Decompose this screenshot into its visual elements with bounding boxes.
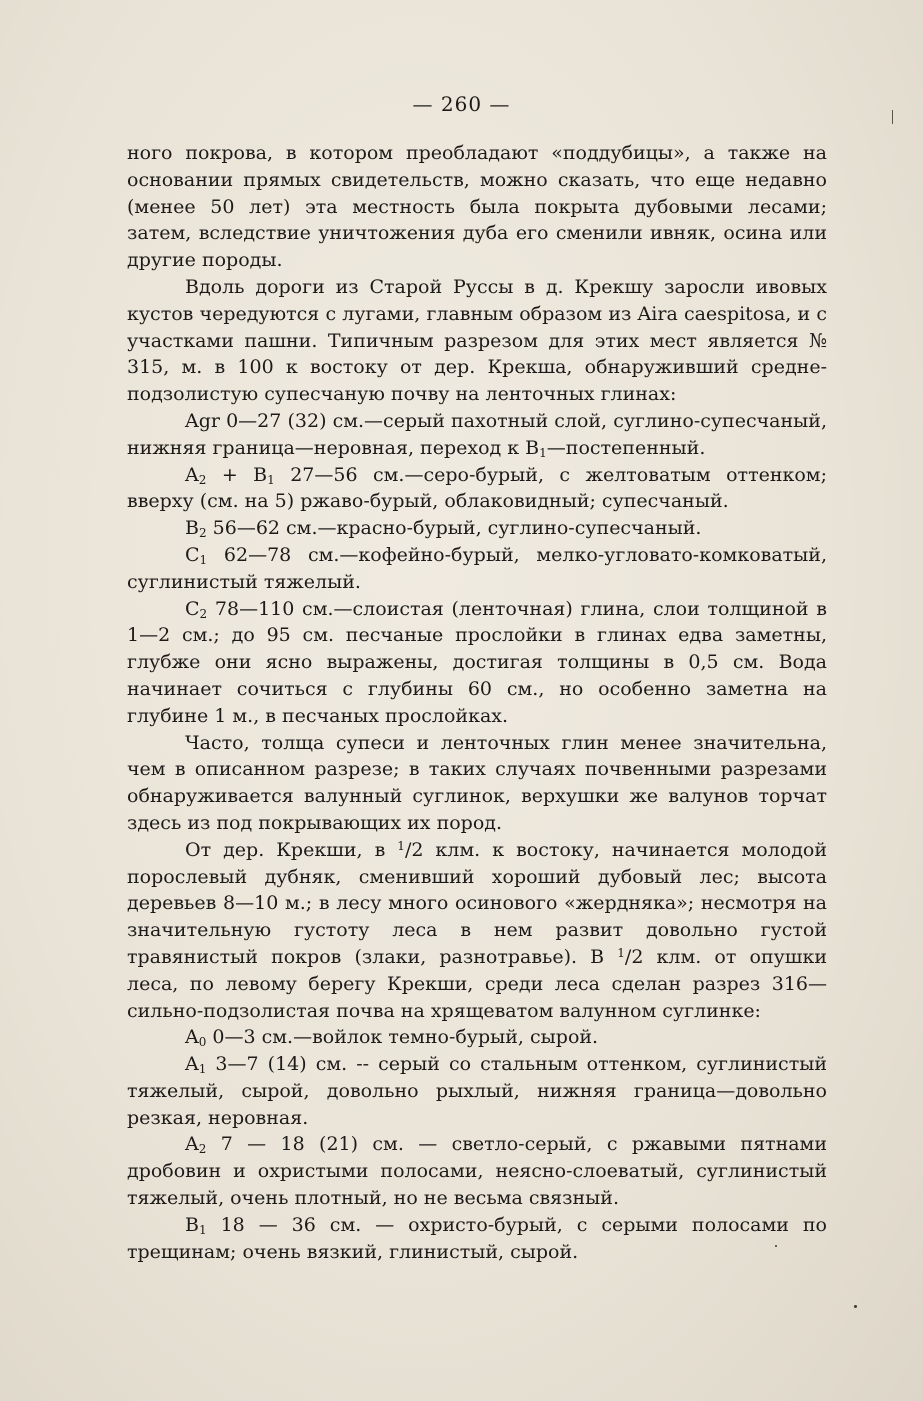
subscript: 0: [198, 1035, 207, 1050]
horizon-text: 78—110 см.—слоистая (ленточная) глина, слои толщиной в 1—2 см.; до 95 см. песчаные прослойки в глинах едва заметны, глубже они ясно выражены, достигая толщины в 0,5 см. Вода начинает сочиться с глубины 60 см., но особенно заметна на глубине 1 м., в песчаных прослойках.: [127, 597, 827, 727]
horizon-label: + B: [206, 463, 268, 486]
horizon-c2: [127, 596, 827, 730]
superscript: 1: [397, 838, 405, 853]
horizon-label: A: [185, 1026, 199, 1049]
horizon-text: 0—27 (32) см.—серый пахотный слой, суглино-супесчаный, нижняя граница—неровная, переход к B: [127, 409, 827, 459]
subscript: 1: [539, 445, 547, 460]
horizon-label: C: [185, 597, 200, 620]
horizon-text: 18 — 36 см. — охристо-бурый, с серыми полосами по трещинам; очень вязкий, глинистый, сырой.: [127, 1213, 827, 1263]
horizon-a0: [127, 1024, 827, 1051]
horizon-label: Agr: [185, 409, 220, 432]
superscript: 1: [617, 945, 625, 960]
horizon-a1: [127, 1051, 827, 1131]
horizon-text: 62—78 см.—кофейно-бурый, мелко-угловато-комковатый, суглинистый тяжелый.: [127, 543, 827, 593]
speck: [854, 1305, 857, 1308]
paragraph-1: ного покрова, в котором преобладают «поддубицы», а также на основании прямых свидетельств, можно сказать, что еще недавно (менее 50 лет) эта местность была покрыта дубовыми лесами; затем, вследствие уничтожения дуба его сменили ивняк, осина или другие породы.: [127, 142, 827, 272]
subscript: 1: [267, 472, 275, 487]
paragraph-text: /2 клм. к востоку, начинается молодой порослевый дубняк, сменивший хороший дубовый лес; высота деревьев 8—10 м.; в лесу много осинового «жердняка»; несмотря на значительную густоту леса в нем развит довольно густой травянистый покров (злаки, разнотравье). В: [127, 838, 828, 968]
horizon-text: 27—56 см.—серо-бурый, с желтоватым оттенком; вверху (см. на 5) ржаво-бурый, облаковидный; супесчаный.: [127, 463, 827, 513]
horizon-a2: [127, 1131, 827, 1211]
paragraph-2: Вдоль дороги из Старой Руссы в д. Крекшу заросли ивовых кустов чередуются с лугами, главным образом из Aira caespitosa, и с участками пашни. Типичным разрезом для этих мест является № 315, м. в 100 к востоку от дер. Крекша, обнаруживший средне-подзолистую супесчаную почву на ленточных глинах:: [127, 275, 827, 406]
subscript: 2: [198, 472, 207, 487]
horizon-a2b1: [127, 462, 827, 516]
horizon-label: A: [185, 1133, 199, 1156]
subscript: 2: [198, 526, 207, 541]
horizon-text: —постепенный.: [546, 436, 706, 459]
horizon-b1: [127, 1212, 827, 1266]
page-number: — 260 —: [412, 92, 511, 116]
body-text: [127, 140, 827, 1265]
horizon-c1: [127, 542, 827, 596]
paragraph-text: От дер. Крекши, в: [185, 838, 398, 861]
horizon-label: C: [185, 543, 200, 566]
subscript: 1: [198, 1062, 207, 1077]
horizon-label: B: [185, 517, 199, 540]
horizon-label: B: [185, 1213, 199, 1236]
subscript: 1: [199, 552, 208, 567]
horizon-text: 3—7 (14) см. -- серый со стальным оттенком, суглинистый тяжелый, сырой, довольно рыхлый, нижняя граница—довольно резкая, неровная.: [127, 1053, 827, 1129]
horizon-b2: [127, 515, 827, 542]
subscript: 1: [198, 1222, 207, 1237]
paragraph-3: Часто, толща супеси и ленточных глин менее значительна, чем в описанном разрезе; в таких случаях почвенными разрезами обнаруживается валунный суглинок, верхушки же валунов торчат здесь из под покрывающих их пород.: [127, 731, 827, 834]
paragraph-4: [127, 837, 827, 1025]
paragraph-text: /2 клм. от опушки леса, по левому берегу Крекши, среди леса сделан разрез 316—сильно-подзолистая почва на хрящеватом валунном суглинке:: [127, 945, 827, 1022]
horizon-text: 56—62 см.—красно-бурый, суглино-супесчаный.: [206, 517, 702, 540]
subscript: 2: [198, 1142, 207, 1157]
horizon-text: 0—3 см.—войлок темно-бурый, сырой.: [206, 1026, 599, 1049]
subscript: 2: [199, 606, 208, 621]
horizon-label: A: [185, 1053, 199, 1076]
horizon-agr: [127, 408, 827, 462]
horizon-label: A: [185, 463, 199, 486]
horizon-text: 7 — 18 (21) см. — светло-серый, с ржавыми пятнами дробовин и охристыми полосами, неясно-слоеватый, суглинистый тяжелый, очень плотный, но не весьма связный.: [127, 1133, 827, 1210]
